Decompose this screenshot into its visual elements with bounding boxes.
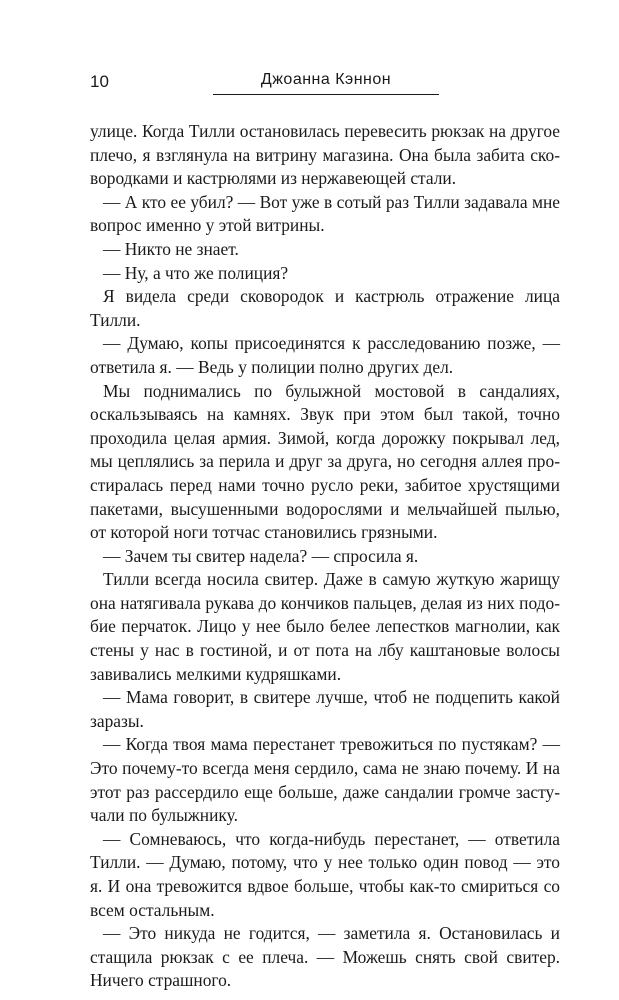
paragraph: — Сомневаюсь, что когда-нибудь перестанет, — ответила Тилли. — Думаю, потому, что у нее только один повод — это я. И она тревожится вдвое больше, чтобы как-то смириться со всем остальным. — [90, 828, 560, 920]
paragraph: — Когда твоя мама перестанет тревожиться по пустякам? — Это почему-то всегда меня сердило, сама не знаю почему. И на этот раз рассердило еще больше, даже сандалии громче застучали по булыжнику. — [90, 734, 560, 826]
paragraph: улице. Когда Тилли остановилась перевесить рюкзак на другое плечо, я взглянула на витрину магазина. Она была забита сковородками и кастрюлями из нержавеющей стали. — [90, 121, 560, 189]
paragraph: — Мама говорит, в свитере лучше, чтоб не подцепить какой заразы. — [90, 687, 560, 731]
header-rule — [213, 94, 439, 95]
paragraph: — Ну, а что же полиция? — [103, 262, 289, 283]
page-number: 10 — [90, 72, 109, 91]
paragraph: — Зачем ты свитер надела? — спросила я. — [103, 545, 419, 566]
paragraph: — Никто не знает. — [103, 238, 239, 259]
running-head-author: Джоанна Кэннон — [260, 71, 392, 88]
paragraph: — Это никуда не годится, — заметила я. Остановилась и стащила рюкзак с ее плеча. — Можешь снять свой свитер. Ничего страшного. — [90, 923, 560, 991]
paragraph: Мы поднимались по булыжной мостовой в сандалиях, оскальзываясь на камнях. Звук при этом был такой, точно проходила целая армия. Зимой, когда дорожку покрывал лед, мы цеплялись за перила и друг за друга, но сегодня аллея простиралась перед нами точно русло реки, забитое хрустящими пакетами, высушенными водорослями и мельчайшей пылью, от которой ноги тотчас становились грязными. — [90, 380, 560, 543]
paragraph: — Думаю, копы присоединятся к расследованию позже, — ответила я. — Ведь у полиции полно других дел. — [90, 333, 560, 377]
paragraph: Тилли всегда носила свитер. Даже в самую жуткую жарищу она натягивала рукава до кончиков пальцев, делая из них подобие перчаток. Лицо у нее было белее лепестков магнолии, как стены у нас в гостиной, и от пота на лбу каштановые волосы завивались мелкими кудряшками. — [90, 569, 560, 684]
body-text — [90, 120, 560, 993]
paragraph: Я видела среди сковородок и кастрюль отражение лица Тилли. — [90, 286, 560, 330]
paragraph: — А кто ее убил? — Вот уже в сотый раз Тилли задавала мне вопрос именно у этой витрины. — [90, 191, 560, 236]
